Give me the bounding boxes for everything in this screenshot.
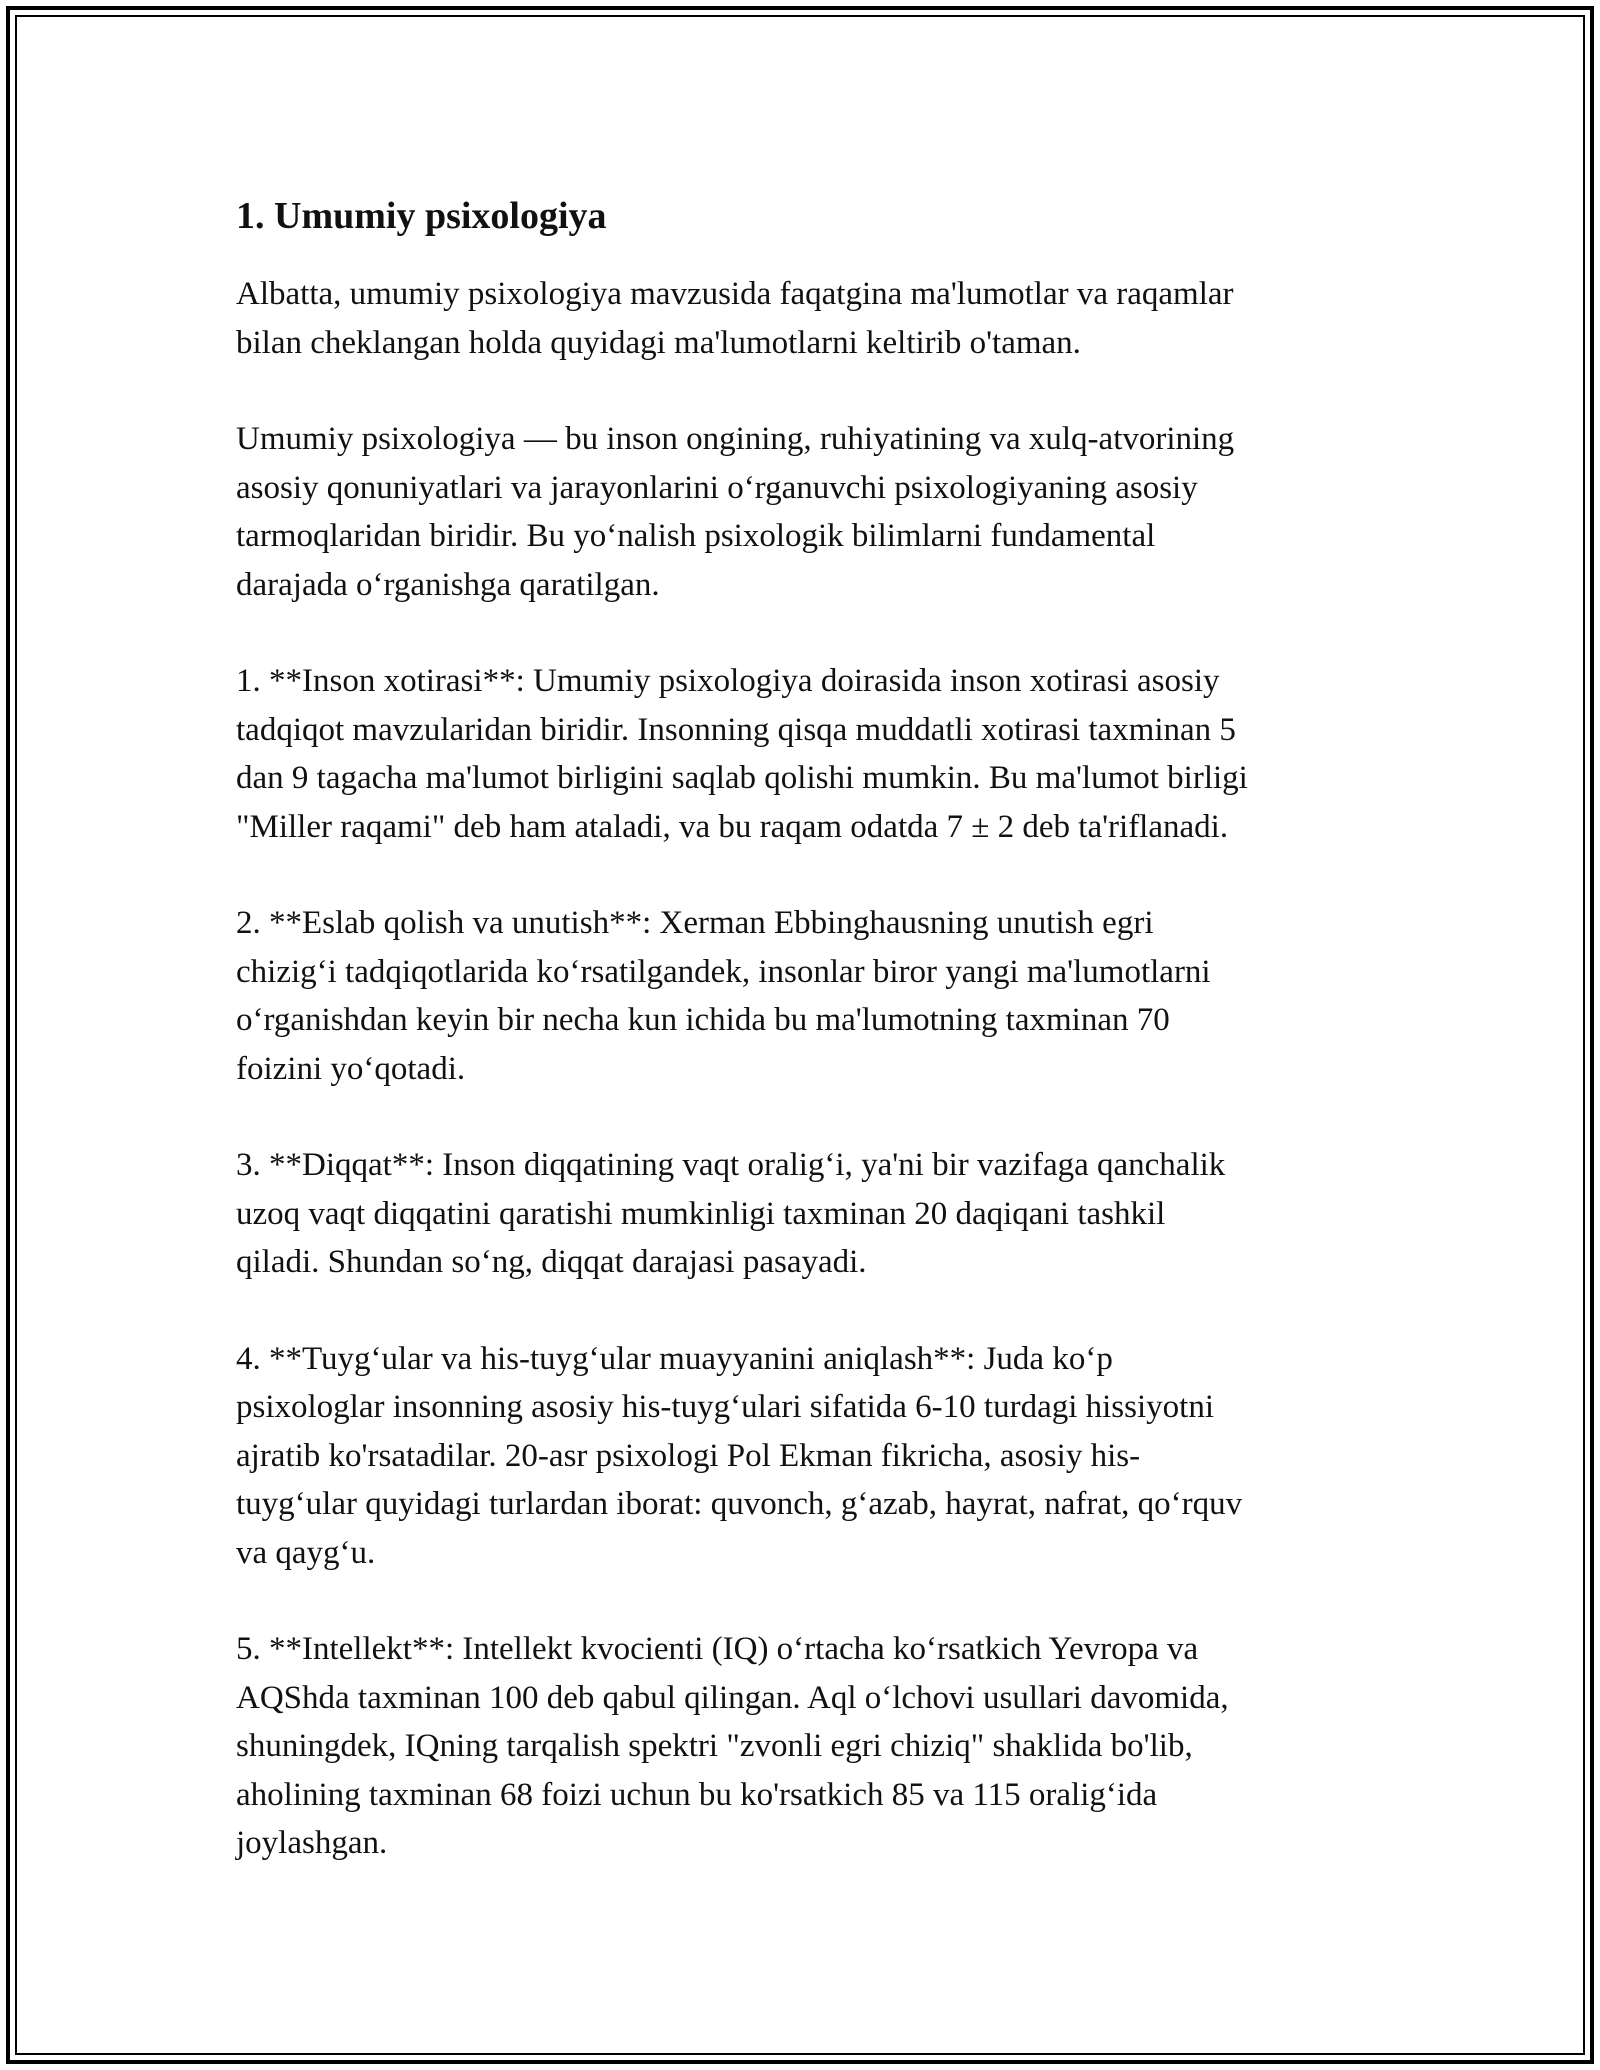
item-emotions-paragraph: 4. **Tuygʻular va his-tuygʻular muayyanini aniqlash**: Juda koʻp psixologlar insonning asosiy his-tuygʻulari sifatida 6-10 turdagi hissiyotni ajratib ko'rsatadilar. 20-asr psixologi Pol Ekman fikricha, asosiy his- tuygʻular quyidagi turlardan iborat: quvonch, gʻazab, hayrat, nafrat, qoʻrquv va qaygʻu. <box>236 1340 1243 1571</box>
item-memory-paragraph: 1. **Inson xotirasi**: Umumiy psixologiya doirasida inson xotirasi asosiy tadqiqot mavzularidan biridir. Insonning qisqa muddatli xotirasi taxminan 5 dan 9 tagacha ma'lumot birligini saqlab qolishi mumkin. Bu ma'lumot birligi "Miller raqami" deb ham ataladi, va bu raqam odatda 7 ± 2 deb ta'riflanadi. <box>236 663 1248 845</box>
item-intellect-paragraph: 5. **Intellekt**: Intellekt kvocienti (IQ) oʻrtacha koʻrsatkich Yevropa va AQShda taxminan 100 deb qabul qilingan. Aql oʻlchovi usullari davomida, shuningdek, IQning tarqalish spektri "zvonli egri chiziq" shaklida bo'lib, aholining taxminan 68 foizi uchun bu ko'rsatkich 85 va 115 oraligʻida joylashgan. <box>236 1631 1229 1861</box>
item-attention-paragraph: 3. **Diqqat**: Inson diqqatining vaqt oraligʻi, ya'ni bir vazifaga qanchalik uzoq vaqt diqqatini qaratishi mumkinligi taxminan 20 daqiqani tashkil qiladi. Shundan soʻng, diqqat darajasi pasayadi. <box>236 1147 1226 1280</box>
document-page <box>236 188 1364 1916</box>
definition-paragraph: Umumiy psixologiya — bu inson ongining, ruhiyatining va xulq-atvorining asosiy qonuniyatlari va jarayonlarini oʻrganuvchi psixologiyaning asosiy tarmoqlaridan biridir. Bu yoʻnalish psixologik bilimlarni fundamental darajada oʻrganishga qaratilgan. <box>236 421 1235 603</box>
intro-paragraph: Albatta, umumiy psixologiya mavzusida faqatgina ma'lumotlar va raqamlar bilan cheklangan holda quyidagi ma'lumotlarni keltirib o'taman. <box>236 276 1234 361</box>
section-heading: 1. Umumiy psixologiya <box>236 195 607 237</box>
item-forgetting-paragraph: 2. **Eslab qolish va unutish**: Xerman Ebbinghausning unutish egri chizigʻi tadqiqotlarida koʻrsatilgandek, insonlar biror yangi ma'lumotlarni oʻrganishdan keyin bir necha kun ichida bu ma'lumotning taxminan 70 foizini yoʻqotadi. <box>236 905 1211 1087</box>
